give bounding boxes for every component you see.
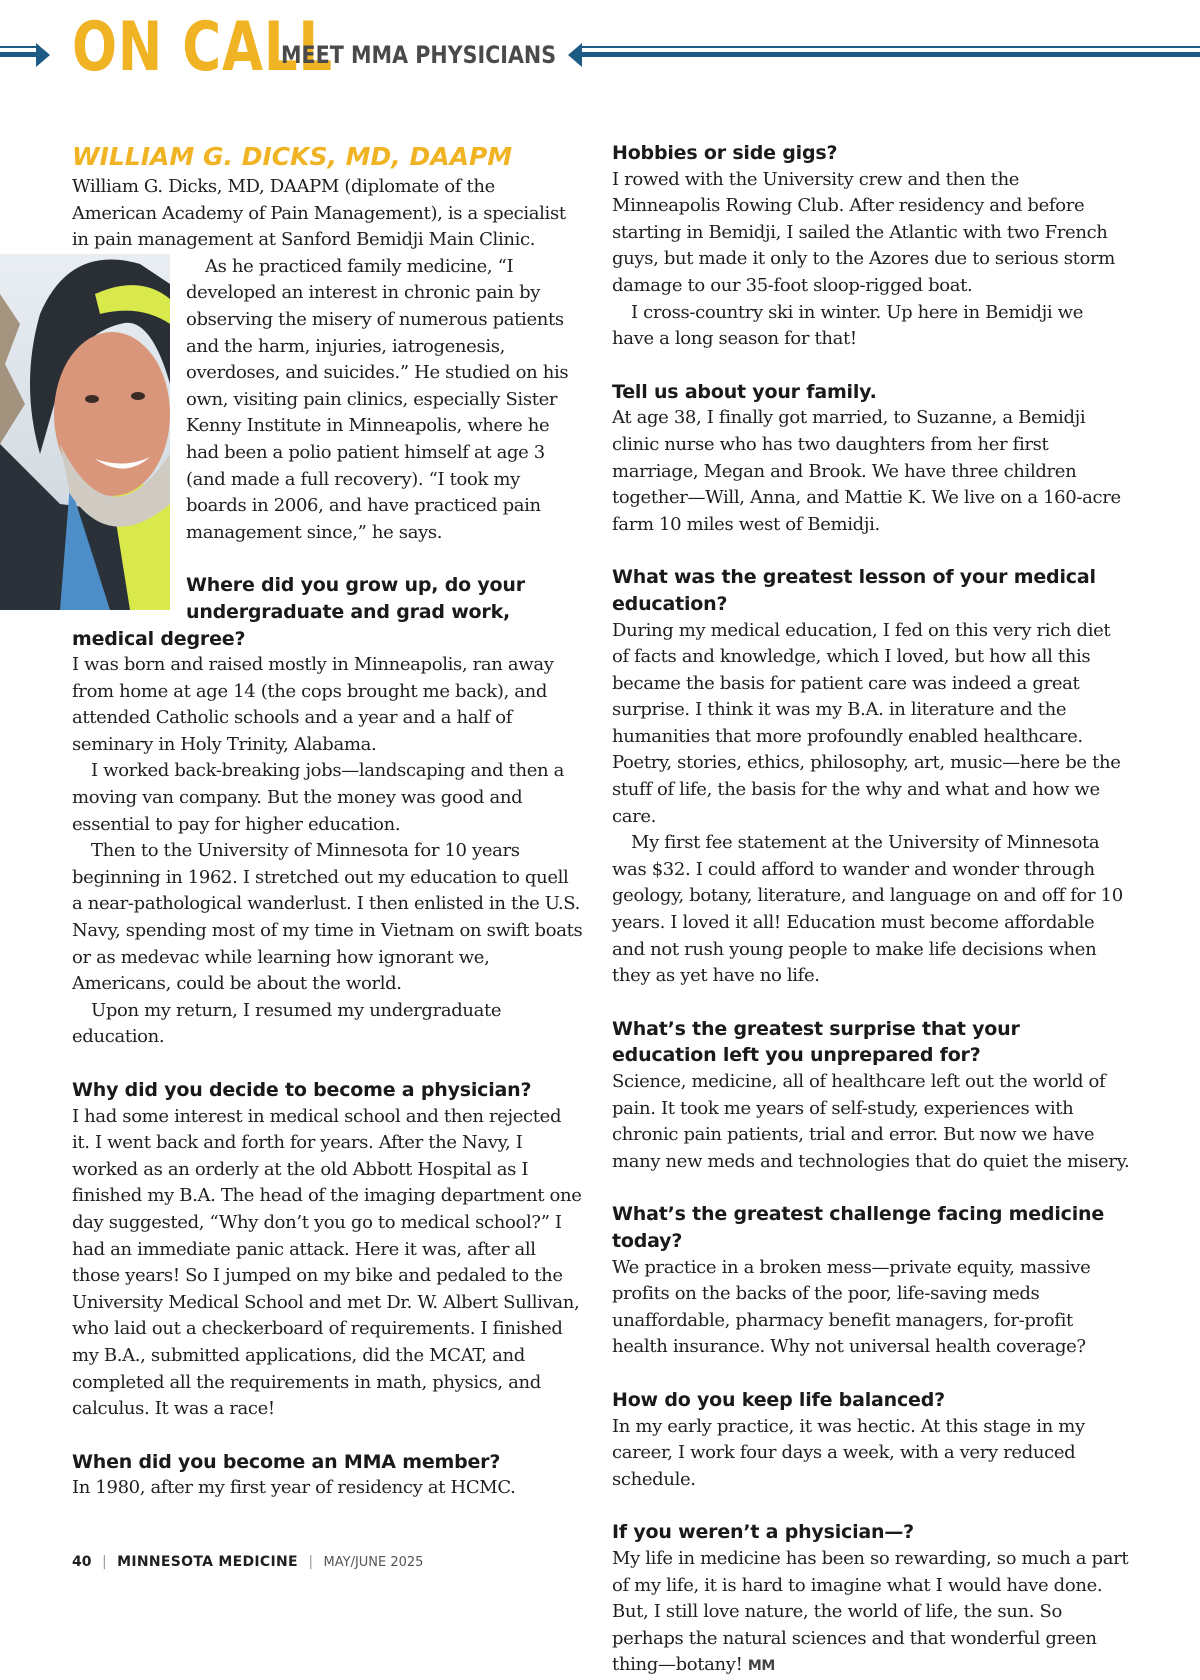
question-heading: Tell us about your family. (612, 380, 877, 403)
answer-paragraph: In 1980, after my first year of residency at HCMC. (72, 1477, 516, 1499)
physician-name: WILLIAM G. DICKS, MD, DAAPM (72, 142, 513, 171)
portrait-photo-icon (0, 254, 170, 610)
answer-paragraph: I was born and raised mostly in Minneapolis, ran away from home at age 14 (the cops brought me back), and attended Catholic schools and a year and a half of seminary in Holy Trinity, Alabama. (72, 654, 554, 755)
question-heading: What’s the greatest challenge facing medicine today? (612, 1203, 1105, 1252)
question-heading: Where did you grow up, do your undergraduate and grad work, medical degree? (72, 574, 525, 650)
answer-paragraph: Science, medicine, all of healthcare left out the world of pain. It took me years of self-study, experiences with chronic pain patients, trial and error. But now we have many new meds and technologies that do quiet the misery. (612, 1071, 1130, 1172)
arrow-right-icon (36, 43, 50, 67)
question-heading: Why did you decide to become a physician? (72, 1079, 532, 1101)
question-heading: What’s the greatest surprise that your education left you unprepared for? (612, 1017, 1020, 1067)
header-rule-left (0, 52, 40, 57)
answer-paragraph: At age 38, I finally got married, to Suzanne, a Bemidji clinic nurse who has two daughters from her first marriage, Megan and Brook. We have three children together—Will, Anna, and Mattie K. We live on a 160-acre farm 10 miles west of Bemidji. (612, 407, 1121, 535)
section-title: ON CALL (72, 8, 333, 87)
answer-paragraph: Upon my return, I resumed my undergraduate education. (72, 999, 502, 1048)
page-header (0, 0, 1200, 100)
header-rule-left-top (0, 46, 40, 48)
issue-date: MAY/JUNE 2025 (323, 1555, 424, 1570)
page-number: 40 (72, 1554, 92, 1570)
question-heading: What was the greatest lesson of your medical education? (612, 566, 1096, 615)
portrait-photo (0, 254, 170, 610)
answer-paragraph: Then to the University of Minnesota for 10 years beginning in 1962. I stretched out my education to quell a near-pathological wanderlust. I then enlisted in the U.S. Navy, spending most of my time in Vietnam on swift boats or as medevac while learning how ignorant we, Americans, could be about the world. (72, 840, 583, 995)
answer-paragraph: I cross-country ski in winter. Up here in Bemidji we have a long season for that! (612, 301, 1084, 350)
footer-separator: | (308, 1554, 314, 1570)
footer-separator: | (101, 1554, 107, 1570)
header-rule-right (580, 52, 1200, 57)
answer-text: My life in medicine has been so rewarding, so much a part of my life, it is hard to imagine what I would have done. But, I still love nature, the world of life, the sun. So perhaps the natural sciences and that wonderful green thing—botany! (612, 1547, 1129, 1676)
answer-paragraph: My first fee statement at the University of Minnesota was $32. I could afford to wander and wonder through geology, botany, literature, and language on and off for 10 years. I loved it all! Education must become affordable and not rush young people to make life decisions when they as yet have no life. (612, 832, 1123, 987)
question-heading: If you weren’t a physician—? (612, 1521, 914, 1544)
magazine-name: MINNESOTA MEDICINE (117, 1554, 298, 1570)
end-mark: MM (747, 1658, 776, 1675)
answer-paragraph: I rowed with the University crew and then the Minneapolis Rowing Club. After residency and before starting in Bemidji, I sailed the Atlantic with two French guys, but made it only to the Azores due to serious storm damage to our 35-foot sloop-rigged boat. (612, 168, 1115, 296)
page-footer (72, 1552, 423, 1573)
left-column (72, 140, 584, 1502)
question-heading: How do you keep life balanced? (612, 1388, 945, 1411)
intro-paragraph: William G. Dicks, MD, DAAPM (diplomate of the American Academy of Pain Management), is a specialist in pain management at Sanford Bemidji Main Clinic. (72, 176, 566, 251)
section-subtitle: MEET MMA PHYSICIANS (281, 41, 557, 69)
answer-paragraph: In my early practice, it was hectic. At this stage in my career, I work four days a week, with a very reduced schedule. (612, 1415, 1085, 1490)
answer-paragraph: I had some interest in medical school and then rejected it. I went back and forth for years. After the Navy, I worked as an orderly at the old Abbott Hospital as I finished my B.A. The head of the imaging department one day suggested, “Why don’t you go to medical school?” I had an immediate panic attack. Here it was, after all those years! So I jumped on my bike and pedaled to the University Medical School and met Dr. W. Albert Sullivan, who laid out a checkerboard of requirements. I finished my B.A., submitted applications, did the MCAT, and completed all the requirements in math, physics, and calculus. It was a race! (72, 1105, 582, 1420)
right-column (612, 140, 1130, 1680)
question-heading: Hobbies or side gigs? (612, 142, 838, 164)
answer-paragraph (612, 1546, 1130, 1680)
intro-paragraph: As he practiced family medicine, “I developed an interest in chronic pain by observing the misery of numerous patients and the harm, injuries, iatrogenesis, overdoses, and suicides.” He studied on his own, visiting pain clinics, especially Sister Kenny Institute in Minneapolis, where he had been a polio patient himself at age 3 (and made a full recovery). “I took my boards in 2006, and have practiced pain management since,” he says. (186, 255, 569, 543)
answer-paragraph: We practice in a broken mess—private equity, massive profits on the backs of the poor, life-saving meds unaffordable, pharmacy benefit managers, for-profit health insurance. Why not universal health coverage? (612, 1256, 1091, 1358)
answer-paragraph: During my medical education, I fed on this very rich diet of facts and knowledge, which I loved, but how all this became the basis for patient care was indeed a great surprise. I think it was my B.A. in literature and the humanities that more profoundly enabled healthcare. Poetry, stories, ethics, philosophy, art, music—here be the stuff of life, the basis for the why and what and how we care. (612, 619, 1121, 827)
header-rule-right-top (580, 46, 1200, 48)
answer-paragraph: I worked back-breaking jobs—landscaping and then a moving van company. But the money was good and essential to pay for higher education. (72, 760, 565, 835)
question-heading: When did you become an MMA member? (72, 1450, 501, 1473)
